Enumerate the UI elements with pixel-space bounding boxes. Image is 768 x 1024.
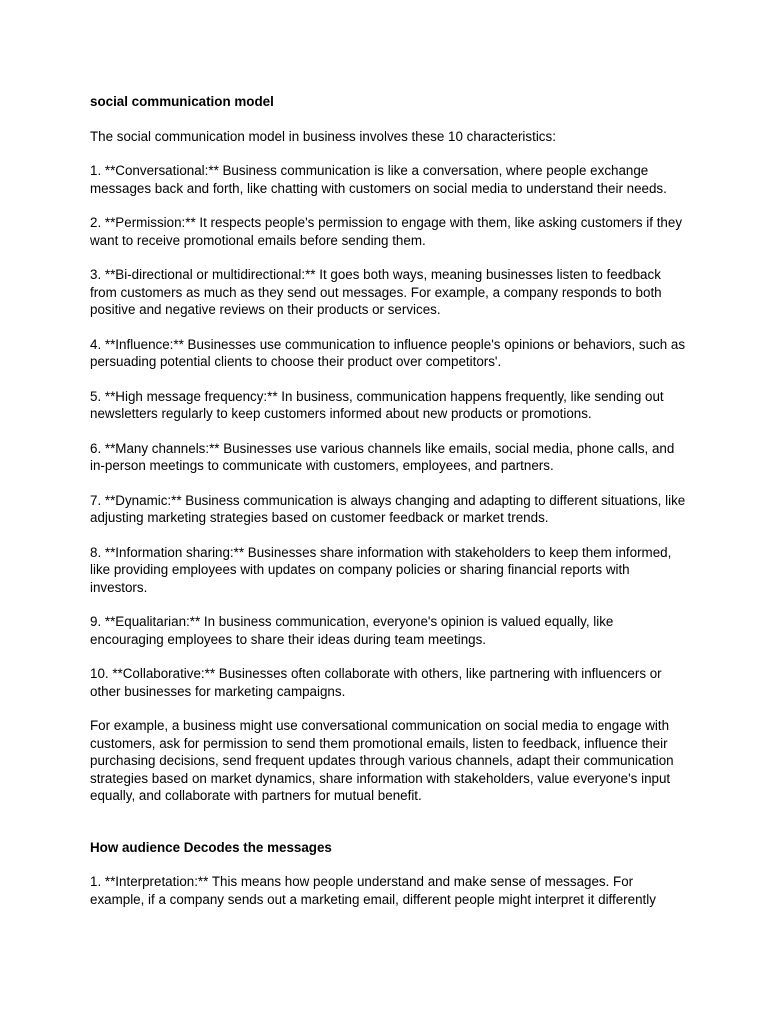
document-page: [90, 93, 690, 908]
spacer: [90, 371, 690, 388]
spacer: [90, 197, 690, 214]
spacer: [90, 527, 690, 544]
spacer: [90, 111, 690, 128]
spacer: [90, 319, 690, 336]
spacer: [90, 596, 690, 613]
spacer: [90, 805, 690, 839]
list-item: 3. **Bi-directional or multidirectional:** It goes both ways, meaning businesses listen to feedback from customers as much as they send out messages. For example, a company responds to both positive and negative reviews on their products or services.: [90, 267, 662, 317]
example-paragraph: For example, a business might use conversational communication on social media to engage with customers, ask for permission to send them promotional emails, listen to feedback, influence their purchasing decisions, send frequent updates through various channels, adapt their communication strategies based on market dynamics, share information with stakeholders, value everyone's input equally, and collaborate with partners for mutual benefit.: [90, 718, 674, 803]
section-heading: How audience Decodes the messages: [90, 839, 332, 855]
list-item: 10. **Collaborative:** Businesses often collaborate with others, like partnering with influencers or other businesses for marketing campaigns.: [90, 666, 662, 699]
spacer: [90, 856, 690, 873]
list-item: 8. **Information sharing:** Businesses share information with stakeholders to keep them informed, like providing employees with updates on company policies or sharing financial reports with investors.: [90, 544, 672, 595]
list-item: 6. **Many channels:** Businesses use various channels like emails, social media, phone calls, and in-person meetings to communicate with customers, employees, and partners.: [90, 440, 675, 473]
intro-paragraph: The social communication model in business involves these 10 characteristics:: [90, 128, 556, 144]
spacer: [90, 648, 690, 665]
list-item: 1. **Interpretation:** This means how people understand and make sense of messages. For example, if a company sends out a marketing email, different people might interpret it differently: [90, 874, 656, 907]
document-title: social communication model: [90, 94, 274, 109]
spacer: [90, 475, 690, 492]
list-item: 5. **High message frequency:** In business, communication happens frequently, like sending out newsletters regularly to keep customers informed about new products or promotions.: [90, 388, 664, 421]
list-item: 7. **Dynamic:** Business communication is always changing and adapting to different situations, like adjusting marketing strategies based on customer feedback or market trends.: [90, 492, 686, 525]
spacer: [90, 423, 690, 440]
spacer: [90, 249, 690, 266]
list-item: 1. **Conversational:** Business communication is like a conversation, where people exchange messages back and forth, like chatting with customers on social media to understand their needs.: [90, 163, 667, 196]
spacer: [90, 145, 690, 162]
spacer: [90, 700, 690, 717]
list-item: 4. **Influence:** Businesses use communication to influence people's opinions or behaviors, such as persuading potential clients to choose their product over competitors'.: [90, 336, 686, 369]
list-item: 9. **Equalitarian:** In business communication, everyone's opinion is valued equally, like encouraging employees to share their ideas during team meetings.: [90, 614, 614, 647]
list-item: 2. **Permission:** It respects people's permission to engage with them, like asking customers if they want to receive promotional emails before sending them.: [90, 215, 683, 248]
